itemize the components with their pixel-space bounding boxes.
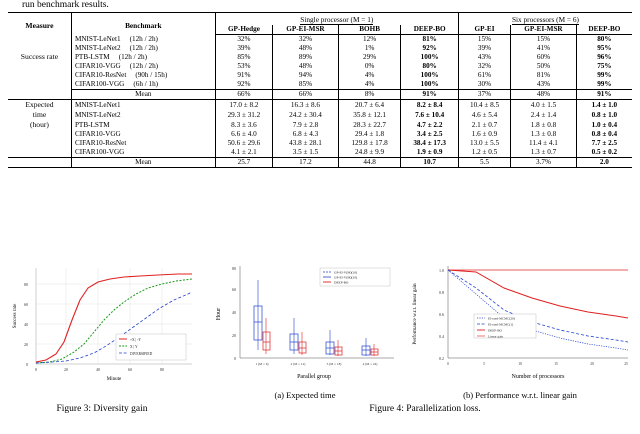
cell: 24.8 ± 9.9 bbox=[338, 148, 401, 158]
fig3-xtick: 20 bbox=[64, 367, 68, 372]
fig3-ytick: 60 bbox=[24, 302, 28, 307]
fig3-ytick: 0 bbox=[26, 362, 28, 367]
top-caption: run benchmark results. bbox=[22, 0, 109, 10]
bench-budget: (12h / 2h) bbox=[129, 34, 158, 43]
cell: 1.4 ± 1.0 bbox=[576, 99, 632, 110]
fig4b-xtick: 5 bbox=[483, 362, 485, 366]
fig3-legend-item: X | Y bbox=[130, 345, 138, 349]
measure-time-1: Expected bbox=[8, 99, 71, 110]
figure-4b bbox=[406, 258, 634, 386]
bench-label: CIFAR10-ResNet bbox=[74, 71, 127, 79]
table-row-mean bbox=[8, 157, 632, 167]
cell: 129.8 ± 17.8 bbox=[338, 139, 401, 148]
cell: 2.0 bbox=[576, 157, 632, 167]
fig4b-legend-item: DEEP-BO bbox=[488, 328, 502, 333]
mean-label: Mean bbox=[71, 157, 215, 167]
bench-label: CIFAR10-VGG bbox=[74, 130, 121, 138]
caption-figure-3: Figure 3: Diversity gain bbox=[56, 404, 148, 414]
cell: 3.4 ± 2.5 bbox=[401, 130, 458, 139]
cell: 100% bbox=[401, 53, 458, 62]
cell: 95% bbox=[576, 44, 632, 53]
cell: 16.3 ± 8.6 bbox=[273, 99, 339, 110]
fig4a-xlabel: Parallel group bbox=[297, 374, 331, 380]
measure-time-blank1 bbox=[8, 130, 71, 139]
fig4b-legend bbox=[474, 314, 536, 339]
table-row bbox=[8, 99, 632, 110]
cell: 20.7 ± 6.4 bbox=[338, 99, 401, 110]
fig4a-ytick: 20 bbox=[232, 333, 236, 338]
cell: 4% bbox=[338, 71, 401, 80]
table-row bbox=[8, 110, 632, 120]
fig3-xtick: 80 bbox=[160, 367, 164, 372]
fig3-ytick: 80 bbox=[24, 282, 28, 287]
fig4a-legend bbox=[320, 268, 390, 286]
table-row bbox=[8, 130, 632, 139]
cell: 99% bbox=[576, 80, 632, 90]
cell: 39% bbox=[215, 44, 272, 53]
caption-figure-4: Figure 4: Parallelization loss. bbox=[369, 404, 481, 414]
cell: 4.6 ± 5.4 bbox=[471, 110, 498, 119]
table-row-mean bbox=[8, 89, 632, 99]
fig4b-ylabel: Performance w.r.t. linear gain bbox=[412, 283, 418, 345]
cell: 7.9 ± 2.8 bbox=[273, 120, 339, 130]
cell: 61% bbox=[477, 71, 492, 79]
fig4a-boxgroup bbox=[362, 338, 378, 356]
header-group-single bbox=[215, 13, 458, 25]
cell: 81% bbox=[511, 71, 577, 80]
bench-name bbox=[71, 148, 215, 158]
cell: 13.0 ± 5.5 bbox=[469, 139, 500, 147]
header-col-bohb: BOHB bbox=[338, 25, 401, 35]
fig4a-ytick: 40 bbox=[232, 310, 236, 315]
cell: 1.8 ± 0.8 bbox=[511, 120, 577, 130]
cell: 1.9 ± 0.9 bbox=[401, 148, 458, 158]
bench-name bbox=[71, 62, 215, 71]
table-row bbox=[8, 80, 632, 90]
fig4b-xtick: 0 bbox=[447, 362, 449, 366]
fig3-ylabel: Success rate bbox=[13, 303, 18, 329]
cell: 1.3 ± 0.8 bbox=[511, 130, 577, 139]
fig3-legend-item: +X | -Y bbox=[130, 338, 141, 342]
figure-4b-svg bbox=[406, 258, 634, 386]
cell: 10.4 ± 8.5 bbox=[469, 100, 500, 109]
cell: 92% bbox=[215, 80, 272, 90]
table-row bbox=[8, 62, 632, 71]
fig4b-ytick: 0.2 bbox=[439, 356, 444, 361]
cell: 29.4 ± 1.8 bbox=[338, 130, 401, 139]
bench-name bbox=[71, 110, 215, 120]
mean-spacer bbox=[8, 89, 71, 99]
fig4a-legend-item: GP-EI-V(M)(10) bbox=[334, 270, 358, 275]
cell: 50% bbox=[511, 62, 577, 71]
bench-label: MNIST-LeNet1 bbox=[74, 100, 121, 109]
bench-budget: (6h / 1h) bbox=[133, 80, 159, 88]
fig3-legend-item: DIVERSIFIED bbox=[130, 352, 153, 356]
cell: 37% bbox=[458, 89, 510, 99]
bench-label: CIFAR10-ResNet bbox=[74, 139, 127, 147]
cell: 99% bbox=[576, 71, 632, 80]
cell: 85% bbox=[215, 53, 272, 62]
cell: 12% bbox=[338, 34, 401, 44]
fig3-xtick: 0 bbox=[35, 367, 37, 372]
bench-name bbox=[71, 44, 215, 53]
fig4b-ytick: 1.0 bbox=[439, 268, 444, 273]
cell: 66% bbox=[273, 89, 339, 99]
cell: 94% bbox=[273, 71, 339, 80]
cell: 28.3 ± 22.7 bbox=[338, 120, 401, 130]
cell: 3.7% bbox=[511, 157, 577, 167]
table-row bbox=[8, 120, 632, 130]
fig4b-ytick: 0.8 bbox=[439, 290, 444, 295]
header-col-gp-ei-msr-1: GP-EI-MSR bbox=[273, 25, 339, 35]
cell: 0.8 ± 1.0 bbox=[576, 110, 632, 120]
caption-fig4b: (b) Performance w.r.t. linear gain bbox=[463, 390, 577, 400]
fig4a-xtick: 1 (M = 6) bbox=[255, 362, 269, 366]
cell: 4.1 ± 2.1 bbox=[215, 148, 272, 158]
cell: 4% bbox=[338, 80, 401, 90]
fig4b-xlabel: Number of processors bbox=[511, 374, 565, 380]
bench-budget: (12h / 2h) bbox=[118, 53, 148, 61]
caption-fig4a: (a) Expected time bbox=[274, 390, 336, 400]
fig4a-legend-item: DEEP-BO bbox=[334, 280, 349, 285]
fig4b-xtick: 15 bbox=[554, 362, 558, 366]
cell: 17.0 ± 8.2 bbox=[215, 99, 272, 110]
cell: 25.7 bbox=[215, 157, 272, 167]
cell: 96% bbox=[576, 53, 632, 62]
mean-spacer-2 bbox=[8, 157, 71, 167]
cell: 39% bbox=[477, 44, 492, 52]
header-col-gp-ei: GP-EI bbox=[458, 25, 510, 35]
bench-name bbox=[71, 99, 215, 110]
fig4a-legend-item: GP-EI-V(M)(10) bbox=[334, 275, 358, 280]
figure-4a bbox=[210, 258, 400, 386]
cell: 35.8 ± 12.1 bbox=[338, 110, 401, 120]
cell: 29% bbox=[338, 53, 401, 62]
bench-name bbox=[71, 139, 215, 148]
fig3-ytick: 40 bbox=[24, 322, 28, 327]
cell: 8.2 ± 8.4 bbox=[401, 99, 458, 110]
bench-budget: (90h / 15h) bbox=[135, 71, 168, 79]
header-group-six bbox=[458, 13, 632, 25]
table-row bbox=[8, 71, 632, 80]
cell: 38.4 ± 17.3 bbox=[401, 139, 458, 148]
measure-time-3: (hour) bbox=[8, 120, 71, 130]
fig4b-legend-item: EI-rand-MCMC(1) bbox=[488, 322, 514, 327]
fig4a-boxgroup bbox=[290, 318, 306, 355]
cell: 60% bbox=[511, 53, 577, 62]
header-col-deep-bo-1: DEEP-BO bbox=[401, 25, 458, 35]
cell: 0.8 ± 0.4 bbox=[576, 130, 632, 139]
cell: 91% bbox=[576, 89, 632, 99]
cell: 66% bbox=[215, 89, 272, 99]
cell: 43% bbox=[511, 80, 577, 90]
bench-label: CIFAR10-VGG bbox=[74, 62, 121, 70]
fig4b-xtick: 25 bbox=[624, 362, 628, 366]
bench-name bbox=[71, 120, 215, 130]
fig4b-xtick: 20 bbox=[590, 362, 594, 366]
bench-budget: (12h / 2h) bbox=[129, 62, 159, 70]
cell: 15% bbox=[477, 35, 492, 43]
results-table bbox=[8, 12, 632, 168]
cell: 1.6 ± 0.9 bbox=[471, 130, 498, 138]
cell: 10.7 bbox=[401, 157, 458, 167]
bench-name bbox=[71, 130, 215, 139]
fig4a-boxgroup bbox=[326, 330, 342, 356]
cell: 11.4 ± 4.1 bbox=[511, 139, 577, 148]
figure-3 bbox=[6, 258, 198, 386]
bench-name bbox=[71, 34, 215, 44]
cell: 44.8 bbox=[338, 157, 401, 167]
bench-label: CIFAR100-VGG bbox=[74, 80, 125, 88]
figure-4a-svg bbox=[210, 258, 400, 386]
cell: 1.2 ± 0.5 bbox=[458, 148, 510, 158]
cell: 100% bbox=[401, 80, 458, 90]
measure-success-1: Success rate bbox=[8, 34, 71, 62]
cell: 15% bbox=[511, 34, 577, 44]
header-group-single-text: Single processor (M = 1) bbox=[300, 15, 374, 24]
cell: 0% bbox=[338, 62, 401, 71]
cell: 17.2 bbox=[273, 157, 339, 167]
cell: 91% bbox=[401, 89, 458, 99]
figure-3-svg bbox=[6, 258, 198, 386]
table-row bbox=[8, 34, 632, 44]
header-col-gp-ei-msr-6: GP-EI-MSR bbox=[511, 25, 577, 35]
bench-budget: (12h / 2h) bbox=[129, 44, 158, 52]
cell: 5.5 bbox=[458, 157, 510, 167]
cell: 43% bbox=[477, 53, 492, 61]
bench-label: CIFAR100-VGG bbox=[74, 148, 125, 156]
fig4a-xtick: 3 (M = 18) bbox=[326, 362, 342, 366]
fig4a-ytick: 80 bbox=[232, 266, 236, 271]
table-row bbox=[8, 148, 632, 158]
header-benchmark: Benchmark bbox=[71, 13, 215, 35]
cell: 75% bbox=[576, 62, 632, 71]
fig4b-legend-item: EI-rand-MCMC(20) bbox=[488, 316, 515, 321]
cell: 92% bbox=[401, 44, 458, 53]
fig4a-ylabel: Hour bbox=[216, 307, 222, 321]
cell: 8.3 ± 3.6 bbox=[215, 120, 272, 130]
measure-time-blank3 bbox=[8, 148, 71, 158]
cell: 81% bbox=[401, 34, 458, 44]
header-group-six-text: Six processors (M = 6) bbox=[511, 15, 579, 24]
cell: 2.1 ± 0.7 bbox=[471, 120, 498, 129]
cell: 1% bbox=[338, 44, 401, 53]
cell: 7.6 ± 10.4 bbox=[401, 110, 458, 120]
header-col-deep-bo-6: DEEP-BO bbox=[576, 25, 632, 35]
measure-time-blank2 bbox=[8, 139, 71, 148]
cell: 8% bbox=[338, 89, 401, 99]
fig4a-xtick: 4 (M = 24) bbox=[362, 362, 378, 366]
fig3-ytick: 20 bbox=[24, 342, 28, 347]
cell: 1.0 ± 0.4 bbox=[576, 120, 632, 130]
table-header-group-row bbox=[8, 13, 632, 25]
bench-label: PTB-LSTM bbox=[74, 53, 110, 61]
cell: 80% bbox=[576, 34, 632, 44]
cell: 53% bbox=[215, 62, 272, 71]
fig3-xlabel: Minute bbox=[106, 377, 122, 382]
cell: 89% bbox=[273, 53, 339, 62]
cell: 80% bbox=[401, 62, 458, 71]
header-measure: Measure bbox=[8, 13, 71, 35]
cell: 4.0 ± 1.5 bbox=[511, 99, 577, 110]
fig4a-xtick: 2 (M = 12) bbox=[290, 362, 306, 366]
fig4a-boxgroup bbox=[254, 280, 270, 354]
cell: 6.8 ± 4.3 bbox=[273, 130, 339, 139]
cell: 24.2 ± 30.4 bbox=[273, 110, 339, 120]
fig4a-ytick: 60 bbox=[232, 287, 236, 292]
cell: 4.7 ± 2.2 bbox=[401, 120, 458, 130]
bench-label: MNIST-LeNet1 bbox=[74, 34, 121, 43]
fig4b-ytick: 0.6 bbox=[439, 312, 444, 317]
fig3-xtick: 40 bbox=[96, 367, 100, 372]
fig4b-xtick: 10 bbox=[518, 362, 522, 366]
fig4b-ytick: 0.4 bbox=[439, 334, 444, 339]
cell: 32% bbox=[273, 34, 339, 44]
bench-label: PTB-LSTM bbox=[74, 120, 110, 129]
cell: 29.3 ± 31.2 bbox=[215, 110, 272, 120]
table-row bbox=[8, 44, 632, 53]
bench-name bbox=[71, 53, 215, 62]
cell: 43.8 ± 28.1 bbox=[273, 139, 339, 148]
cell: 100% bbox=[401, 71, 458, 80]
cell: 32% bbox=[215, 34, 272, 44]
fig4b-legend-item: Linear gain bbox=[488, 334, 504, 339]
cell: 7.7 ± 2.5 bbox=[576, 139, 632, 148]
cell: 0.5 ± 0.2 bbox=[576, 148, 632, 158]
cell: 30% bbox=[458, 80, 510, 90]
header-col-gp-hedge: GP-Hedge bbox=[215, 25, 272, 35]
measure-success-2 bbox=[8, 62, 71, 90]
fig4a-ytick: 0 bbox=[234, 356, 236, 361]
table-row bbox=[8, 53, 632, 62]
cell: 50.6 ± 29.6 bbox=[215, 139, 272, 148]
fig3-xtick: 60 bbox=[128, 367, 132, 372]
bench-name bbox=[71, 71, 215, 80]
cell: 6.6 ± 4.0 bbox=[215, 130, 272, 139]
cell: 2.4 ± 1.4 bbox=[511, 110, 577, 120]
mean-label: Mean bbox=[71, 89, 215, 99]
cell: 48% bbox=[273, 62, 339, 71]
measure-time-2: time bbox=[8, 110, 71, 120]
cell: 91% bbox=[215, 71, 272, 80]
cell: 48% bbox=[511, 89, 577, 99]
bench-label: MNIST-LeNet2 bbox=[74, 44, 121, 52]
bench-name bbox=[71, 80, 215, 90]
table-row bbox=[8, 139, 632, 148]
cell: 48% bbox=[273, 44, 339, 53]
fig3-legend bbox=[116, 334, 186, 360]
cell: 41% bbox=[511, 44, 577, 53]
cell: 32% bbox=[477, 62, 492, 70]
cell: 85% bbox=[273, 80, 339, 90]
cell: 1.3 ± 0.7 bbox=[511, 148, 577, 158]
cell: 3.5 ± 1.5 bbox=[273, 148, 339, 158]
bench-label: MNIST-LeNet2 bbox=[74, 110, 121, 119]
